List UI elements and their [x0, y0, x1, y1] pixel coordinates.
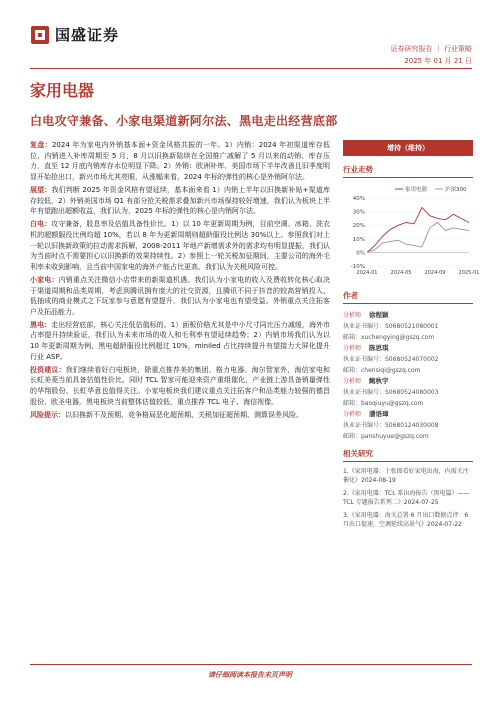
footer-disclaimer: 请仔细阅读本报告末页声明	[208, 671, 292, 679]
report-title: 白电攻守兼备、小家电渠道新阿尔法、黑电走出经营底部	[30, 114, 338, 128]
rating-badge: 增持（维持）	[343, 140, 473, 156]
x-tick-label: 2024-05	[390, 270, 412, 276]
author-1: 分析师 徐程颖 执业证书编号：S0680521080001 邮箱：xuchengying@gszq.com	[343, 310, 473, 341]
author-4: 分析师 潘语璋 执业证书编号：S0680124030008 邮箱：panshuyue@gszq.com	[343, 409, 473, 440]
related-title: 相关研究	[343, 448, 473, 462]
logo-text: 国盛证券	[55, 26, 120, 44]
report-date: 2025 年 01 月 21 日	[404, 57, 472, 65]
x-tick-label: 2025-01	[458, 270, 480, 276]
legend-label: 沪深300	[445, 187, 467, 193]
industry-name: 家用电器	[30, 81, 95, 100]
trend-title: 行业走势	[343, 164, 473, 178]
author-3: 分析师 鲍秋宇 执业证书编号：S0680524080003 邮箱：baoqiuyu@gszq.com	[343, 376, 473, 407]
y-tick-label: 30%	[352, 209, 365, 216]
sidebar	[343, 140, 480, 533]
footer-divider	[30, 664, 472, 665]
series-line	[367, 208, 469, 253]
company-logo	[30, 24, 119, 45]
paragraph-investment: 投资建议：我们继续看好白电板块，除重点推荐美的集团、格力电器、海尔智家外，海信家电和长虹美菱当前具备估值性价比。同时 TCL 智家可能迎来资产重组催化，产业链上游具备销量弹性的华翔股份、长虹华意也值得关注。小家电板块我们建议重点关注拓客户和品类能力较强的德昌股份、欧圣电器。黑电板块当前整体估值较低，重点推荐 TCL 电子、海信视像。	[30, 365, 331, 406]
y-tick-label: 10%	[352, 236, 365, 243]
trend-chart	[343, 182, 480, 282]
related-item[interactable]: 3.《家用电器：海关总署 6 月出口数据点评：6 月出口提速，空调延续高景气》2024-07-22	[343, 512, 469, 528]
x-tick-label: 2024-01	[356, 270, 378, 276]
authors-title: 作者	[343, 290, 473, 304]
paragraph-outlook: 展望：我们判断 2025 年资金风格有望延续，基本面来看 1）内销上半年以旧换新补贴+渠道库存较低，2）外销美国市场 Q1 有部分抢关税需求叠加新兴市场保持较好增速，我们认为板块上半年有望跑出超额收益，我们认为，2025 年标的弹性的核心是内销阿尔法。	[30, 185, 330, 216]
related-item[interactable]: 2.《家用电器：TCL 系出海报告（黑电篇）——TCL 专题报告系列二》2024-07-25	[343, 490, 470, 506]
legend-label: 家用电器	[405, 187, 428, 193]
paragraph-review: 复盘：2024 年为家电内外销基本面+资金风格共振的一年。1）内销：2024 年初渠道库存低位，内销进入补库周期至 5 月，8 月以旧换新陆续在全国推广减解了 5 月以来的动销、库存压力，直至 12 月底内销库存水位明显下降。2）外销：欧洲补库、美国市场下半年改善且旧季度明显开始抢出口，新兴市场尤其亮眼，从涨幅来看，2024 年标的弹性的核心是外销阿尔法。	[30, 141, 331, 181]
author-email[interactable]: 邮箱：chensiqi@gszq.com	[343, 367, 421, 374]
y-tick-label: 20%	[352, 223, 365, 230]
report-type: 证券研究报告 ｜ 行业策略	[390, 45, 472, 53]
author-2: 分析师 陈思琪 执业证书编号：S0680524070002 邮箱：chensiqi@gszq.com	[343, 343, 473, 374]
paragraph-risk: 风险提示：以旧换新不及预期、竞争格局恶化超预期、关税加征超预期、测算误差风险。	[30, 410, 303, 419]
author-block	[343, 310, 473, 440]
header-divider	[30, 68, 472, 69]
author-email[interactable]: 邮箱：xuchengying@gszq.com	[343, 334, 435, 341]
related-list	[343, 467, 473, 529]
x-tick-label: 2024-09	[424, 270, 446, 276]
author-email[interactable]: 邮箱：panshuyue@gszq.com	[343, 433, 429, 440]
paragraph-white-goods: 白电：攻守兼备，股息率及估值具备性价比。1）以 10 年更新周期为例，目前空调、冰箱、洗衣机的超额服役比例均超 10%，若以 8 年为更新周期则超龄服役比例达 30%以上。参照我们对上一轮以旧换新政策的拉动需求拆解，2008-2011 年地产新增需求外的需求均有明显提振，我们认为当前时点不需要担心以旧换新的效果持续性。2）参照上一轮关税加征期间，主要公司的海外毛利率未收到影响，且当前中国家电的海外产能占比更高，我们认为关税风险可控。	[30, 220, 330, 271]
series-line	[367, 223, 469, 253]
paragraph-small-appliances: 小家电：内销重点关注微信小店带来的新渠道机遇。我们认为小家电的收入及费收转化核心取决于渠道周期和品类周期，考虑到腾讯拥有庞大的社交资源，且腾讯不同于抖音的较高营销投入、低抽成的商业模式之下玩家参与意愿有望提升，我们认为小家电也有望受益。外销重点关注拓客户及拓品能力。	[30, 275, 331, 316]
paragraph-black-goods: 黑电：走出经营底部，核心关注低估值标的。1）面板价格尤其是中小尺寸同比压力减缓，海外市占率提升持续验证，我们认为未来市场的收入和毛利率有望延续趋势；2）内销市场我们认为以 10 年更新周期为例，黑电超龄服役比例超过 10%，miniled 占比持续提升有望接力大屏化提升行业 ASP。	[30, 320, 331, 361]
author-email[interactable]: 邮箱：baoqiuyu@gszq.com	[343, 400, 424, 407]
related-item[interactable]: 1.《家用电器：十张图看好家电出海，内需关注催化》2024-08-19	[343, 468, 469, 484]
y-tick-label: 40%	[352, 196, 365, 202]
y-tick-label: -10%	[350, 264, 365, 270]
y-tick-label: 0%	[356, 250, 365, 257]
trend-chart-svg	[343, 182, 480, 282]
gszq-logo-icon	[30, 25, 50, 45]
report-body	[30, 140, 330, 423]
